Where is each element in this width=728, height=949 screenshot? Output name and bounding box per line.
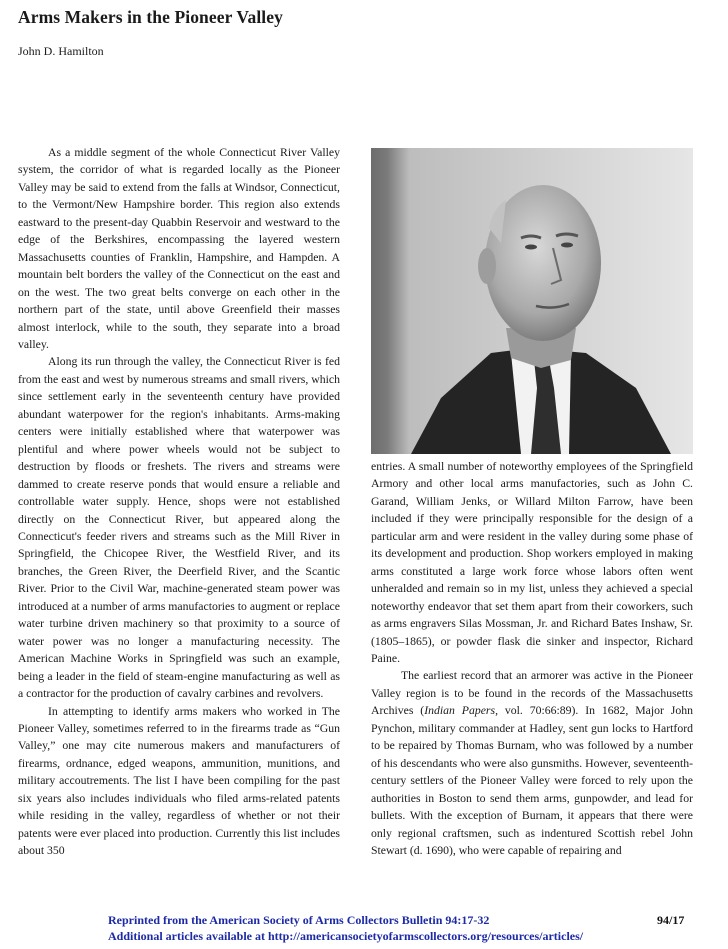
- paragraph-intro: As a middle segment of the whole Connecticut River Valley system, the corridor of what is regarded locally as the Pioneer Valley may be said to extend from the falls at Windsor, Connecticut, to the Vermont/New Hampshire border. This region also extends eastward to the present-day Quabbin Reservoir and westward to the edge of the Berkshires, encompassing the layered western Massachusetts counties of Franklin, Hampshire, and Hampden. A mountain belt borders the valley of the Connecticut on the east and on the west. The two great belts converge on each other in the northern part of the state, until above Greenfield their masses almost interlock, while to the south, they separate into a broad valley.: [18, 146, 340, 351]
- page-number: 94/17: [657, 913, 685, 927]
- right-column: [371, 458, 693, 859]
- paragraph-continued: entries. A small number of noteworthy employees of the Springfield Armory and other local arms manufactories, such as John C. Garand, William Jenks, or Willard Milton Farrow, have been included if they were principally responsible for the design of a particular arm and were resident in the valley during some phase of its development and production. Shop workers employed in making arms constituted a large work force whose labors often went unheralded and remain so in my list, unless they achieved a special noteworthy endeavor that set them apart from their coworkers, such as arms engravers Silas Mossman, Jr. and Richard Bates Inshaw, Sr. (1805–1865), or powder flask die sinker and inspector, Richard Paine.: [371, 460, 693, 665]
- earliest-record-text-1: The earliest record that an armorer was active in the Pioneer Valley region is to be found in the records of the Massachusetts Archives (: [371, 669, 693, 718]
- article-title: Arms Makers in the Pioneer Valley: [18, 7, 283, 27]
- left-column: [18, 144, 340, 860]
- reprint-credit: [108, 913, 583, 944]
- author-portrait-photo: [371, 148, 693, 454]
- paragraph-waterpower: Along its run through the valley, the Connecticut River is fed from the east and west by numerous streams and small rivers, which since settlement early in the seventeenth century have provided abundant waterpower for the region's inhabitants. Arms-making centers were initially established where that waterpower was plentiful and where power wheels would not be subject to destruction by floods or freshets. The rivers and streams were dammed to create reserve ponds that would ensure a reliable and controllable water supply. Hence, shops were not established directly on the Connecticut River, but appeared along the Connecticut's feeder rivers and streams such as the Mill River in Springfield, the Chicopee River, the Westfield River, and its branches, the Green River, the Deerfield River, and the Scantic River. Prior to the Civil War, machine-generated steam power was introduced at a number of arms manufactories to augment or replace water turbine driven machinery so that proximity to a source of water power was no longer a manufacturing necessity. The American Machine Works in Springfield was such an example, being a leader in the field of steam-engine manufacturing as well as a contractor for the production of cavalry carbines and revolvers.: [18, 355, 340, 701]
- paragraph-earliest-record: [371, 667, 693, 859]
- indian-papers-citation: Indian Papers: [424, 704, 496, 718]
- reprint-credit-line-2[interactable]: Additional articles available at http://americansocietyofarmscollectors.org/resources/articles/: [108, 928, 584, 943]
- paragraph-arms-makers: In attempting to identify arms makers who worked in The Pioneer Valley, sometimes referred to in the firearms trade as “Gun Valley,” one may cite numerous makers and manufacturers of firearms, ordnance, edged weapons, ammunition, munitions, and military accoutrements. The list I have been compiling for the past six years also includes individuals who filed arms-related patents while residing in the valley, regardless of whether or not their patents were ever placed into production. Currently this list includes about 350: [18, 704, 340, 858]
- earliest-record-text-2: , vol. 70:66:89). In 1682, Major John Pynchon, military commander at Hadley, sent gun locks to Hartford to be repaired by Thomas Burnam, who was followed by a number of his descendants who were also gunsmiths. However, seventeenth-century settlers of the Pioneer Valley were forced to rely upon the authorities in Boston to send them arms, gunpowder, and lead for bullets. With the exception of Burnam, it appears that there were only regional craftsmen, such as indentured Scottish rebel John Stewart (d. 1690), who were capable of repairing and: [371, 704, 693, 857]
- author-name: John D. Hamilton: [18, 44, 104, 58]
- reprint-credit-line-1: Reprinted from the American Society of Arms Collectors Bulletin 94:17-32: [108, 913, 490, 927]
